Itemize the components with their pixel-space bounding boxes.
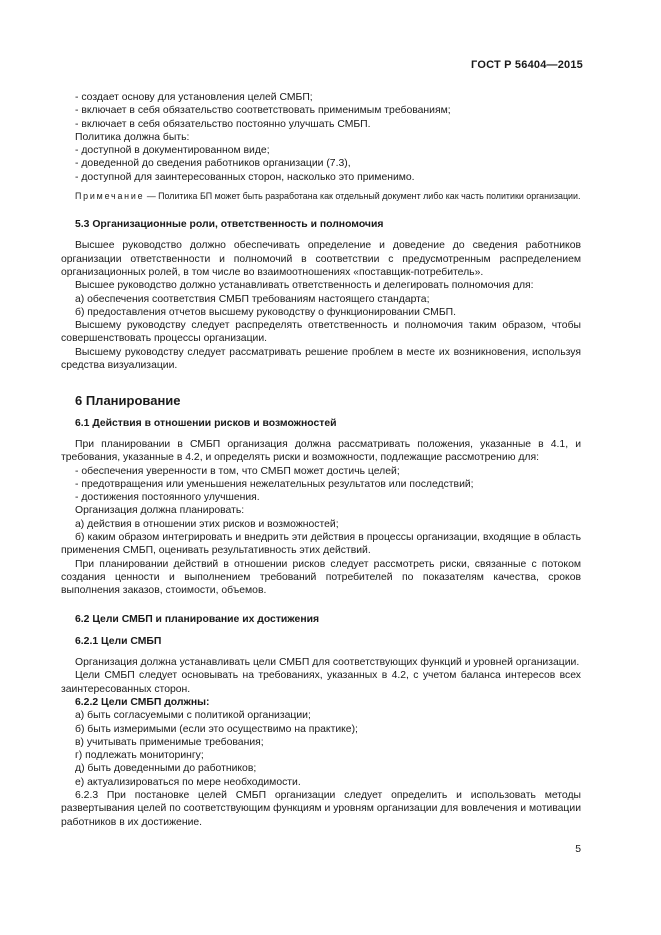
list-item: - доступной для заинтересованных сторон, насколько это применимо.	[75, 171, 415, 183]
note-text: — Политика БП может быть разработана как отдельный документ либо как часть политики организации.	[144, 191, 581, 202]
section-heading-6-1: 6.1 Действия в отношении рисков и возможностей	[75, 417, 337, 429]
list-item: а) быть согласуемыми с политикой организации;	[75, 710, 311, 722]
section-heading-6-2-2: 6.2.2 Цели СМБП должны:	[75, 696, 210, 708]
list-item: - предотвращения или уменьшения нежелательных результатов или последствий;	[75, 478, 474, 490]
list-item: а) действия в отношении этих рисков и возможностей;	[75, 518, 339, 530]
section-heading-6-2-1: 6.2.1 Цели СМБП	[75, 635, 162, 647]
paragraph: Политика должна быть:	[75, 131, 190, 143]
list-item: е) актуализироваться по мере необходимости.	[75, 776, 301, 788]
paragraph: Высшее руководство должно устанавливать ответственность и делегировать полномочия для:	[75, 280, 534, 292]
list-item: - достижения постоянного улучшения.	[75, 492, 260, 504]
paragraph: При планировании действий в отношении рисков следует рассмотреть риски, связанные с потоком создания ценности и выполнением требований потребителей по показателям качества, сроков выполнения заказов, стоимости, объемов.	[61, 558, 581, 597]
paragraph: 6.2.3 При постановке целей СМБП организации следует определить и использовать методы развертывания целей по соответствующим функциям и уровням организации для вовлечения и мотивации работников в их достижение.	[61, 790, 581, 828]
list-item: г) подлежать мониторингу;	[75, 750, 204, 762]
list-item: - доступной в документированном виде;	[75, 145, 270, 157]
paragraph: Организация должна устанавливать цели СМБП для соответствующих функций и уровней организации.	[75, 657, 580, 669]
section-heading-5-3: 5.3 Организационные роли, ответственность и полномочия	[75, 219, 384, 231]
list-item: - обеспечения уверенности в том, что СМБП может достичь целей;	[75, 465, 400, 477]
list-item: - включает в себя обязательство постоянно улучшать СМБП.	[75, 118, 371, 130]
list-item: б) быть измеримыми (если это осуществимо на практике);	[75, 723, 358, 735]
page-number: 5	[575, 844, 581, 855]
list-item: б) предоставления отчетов высшему руководству о функционировании СМБП.	[75, 306, 457, 318]
list-item: б) каким образом интегрировать и внедрить эти действия в процессы организации, входящие в область применения СМБП, оценивать результативность этих действий.	[61, 532, 581, 557]
note-label: Примечание	[75, 191, 145, 202]
list-item: - доведенной до сведения работников организации (7.3),	[75, 158, 351, 170]
page-content	[61, 91, 581, 829]
paragraph: Цели СМБП следует основывать на требованиях, указанных в 4.2, с учетом баланса интересов всех заинтересованных сторон.	[61, 670, 581, 695]
note	[61, 190, 581, 202]
list-item: - включает в себя обязательство соответствовать применимым требованиям;	[75, 105, 451, 117]
paragraph: Организация должна планировать:	[75, 505, 245, 517]
paragraph: Высшее руководство должно обеспечивать определение и доведение до сведения работников организации ответственности и полномочий в соответствии с предусмотренным распределением организационных ролей, в том числе во взаимоотношениях «поставщик-потребитель».	[61, 240, 581, 278]
list-item: в) учитывать применимые требования;	[75, 736, 264, 748]
section-heading-6-2: 6.2 Цели СМБП и планирование их достижения	[75, 613, 320, 625]
list-item: - создает основу для установления целей СМБП;	[75, 92, 313, 103]
paragraph: Высшему руководству следует распределять ответственность и полномочия таким образом, чтобы совершенствовать процессы организации.	[61, 320, 581, 345]
list-item: а) обеспечения соответствия СМБП требованиям настоящего стандарта;	[75, 293, 430, 305]
paragraph: Высшему руководству следует рассматривать решение проблем в месте их возникновения, используя средства визуализации.	[61, 346, 581, 372]
list-item: д) быть доведенными до работников;	[75, 763, 257, 775]
document-code-header: ГОСТ Р 56404—2015	[471, 59, 583, 71]
section-heading-6: 6 Планирование	[75, 393, 181, 409]
paragraph: При планировании в СМБП организация должна рассматривать положения, указанные в 4.1, и требования, указанные в 4.2, и определять риски и возможности, подлежащие рассмотрению для:	[61, 438, 581, 464]
